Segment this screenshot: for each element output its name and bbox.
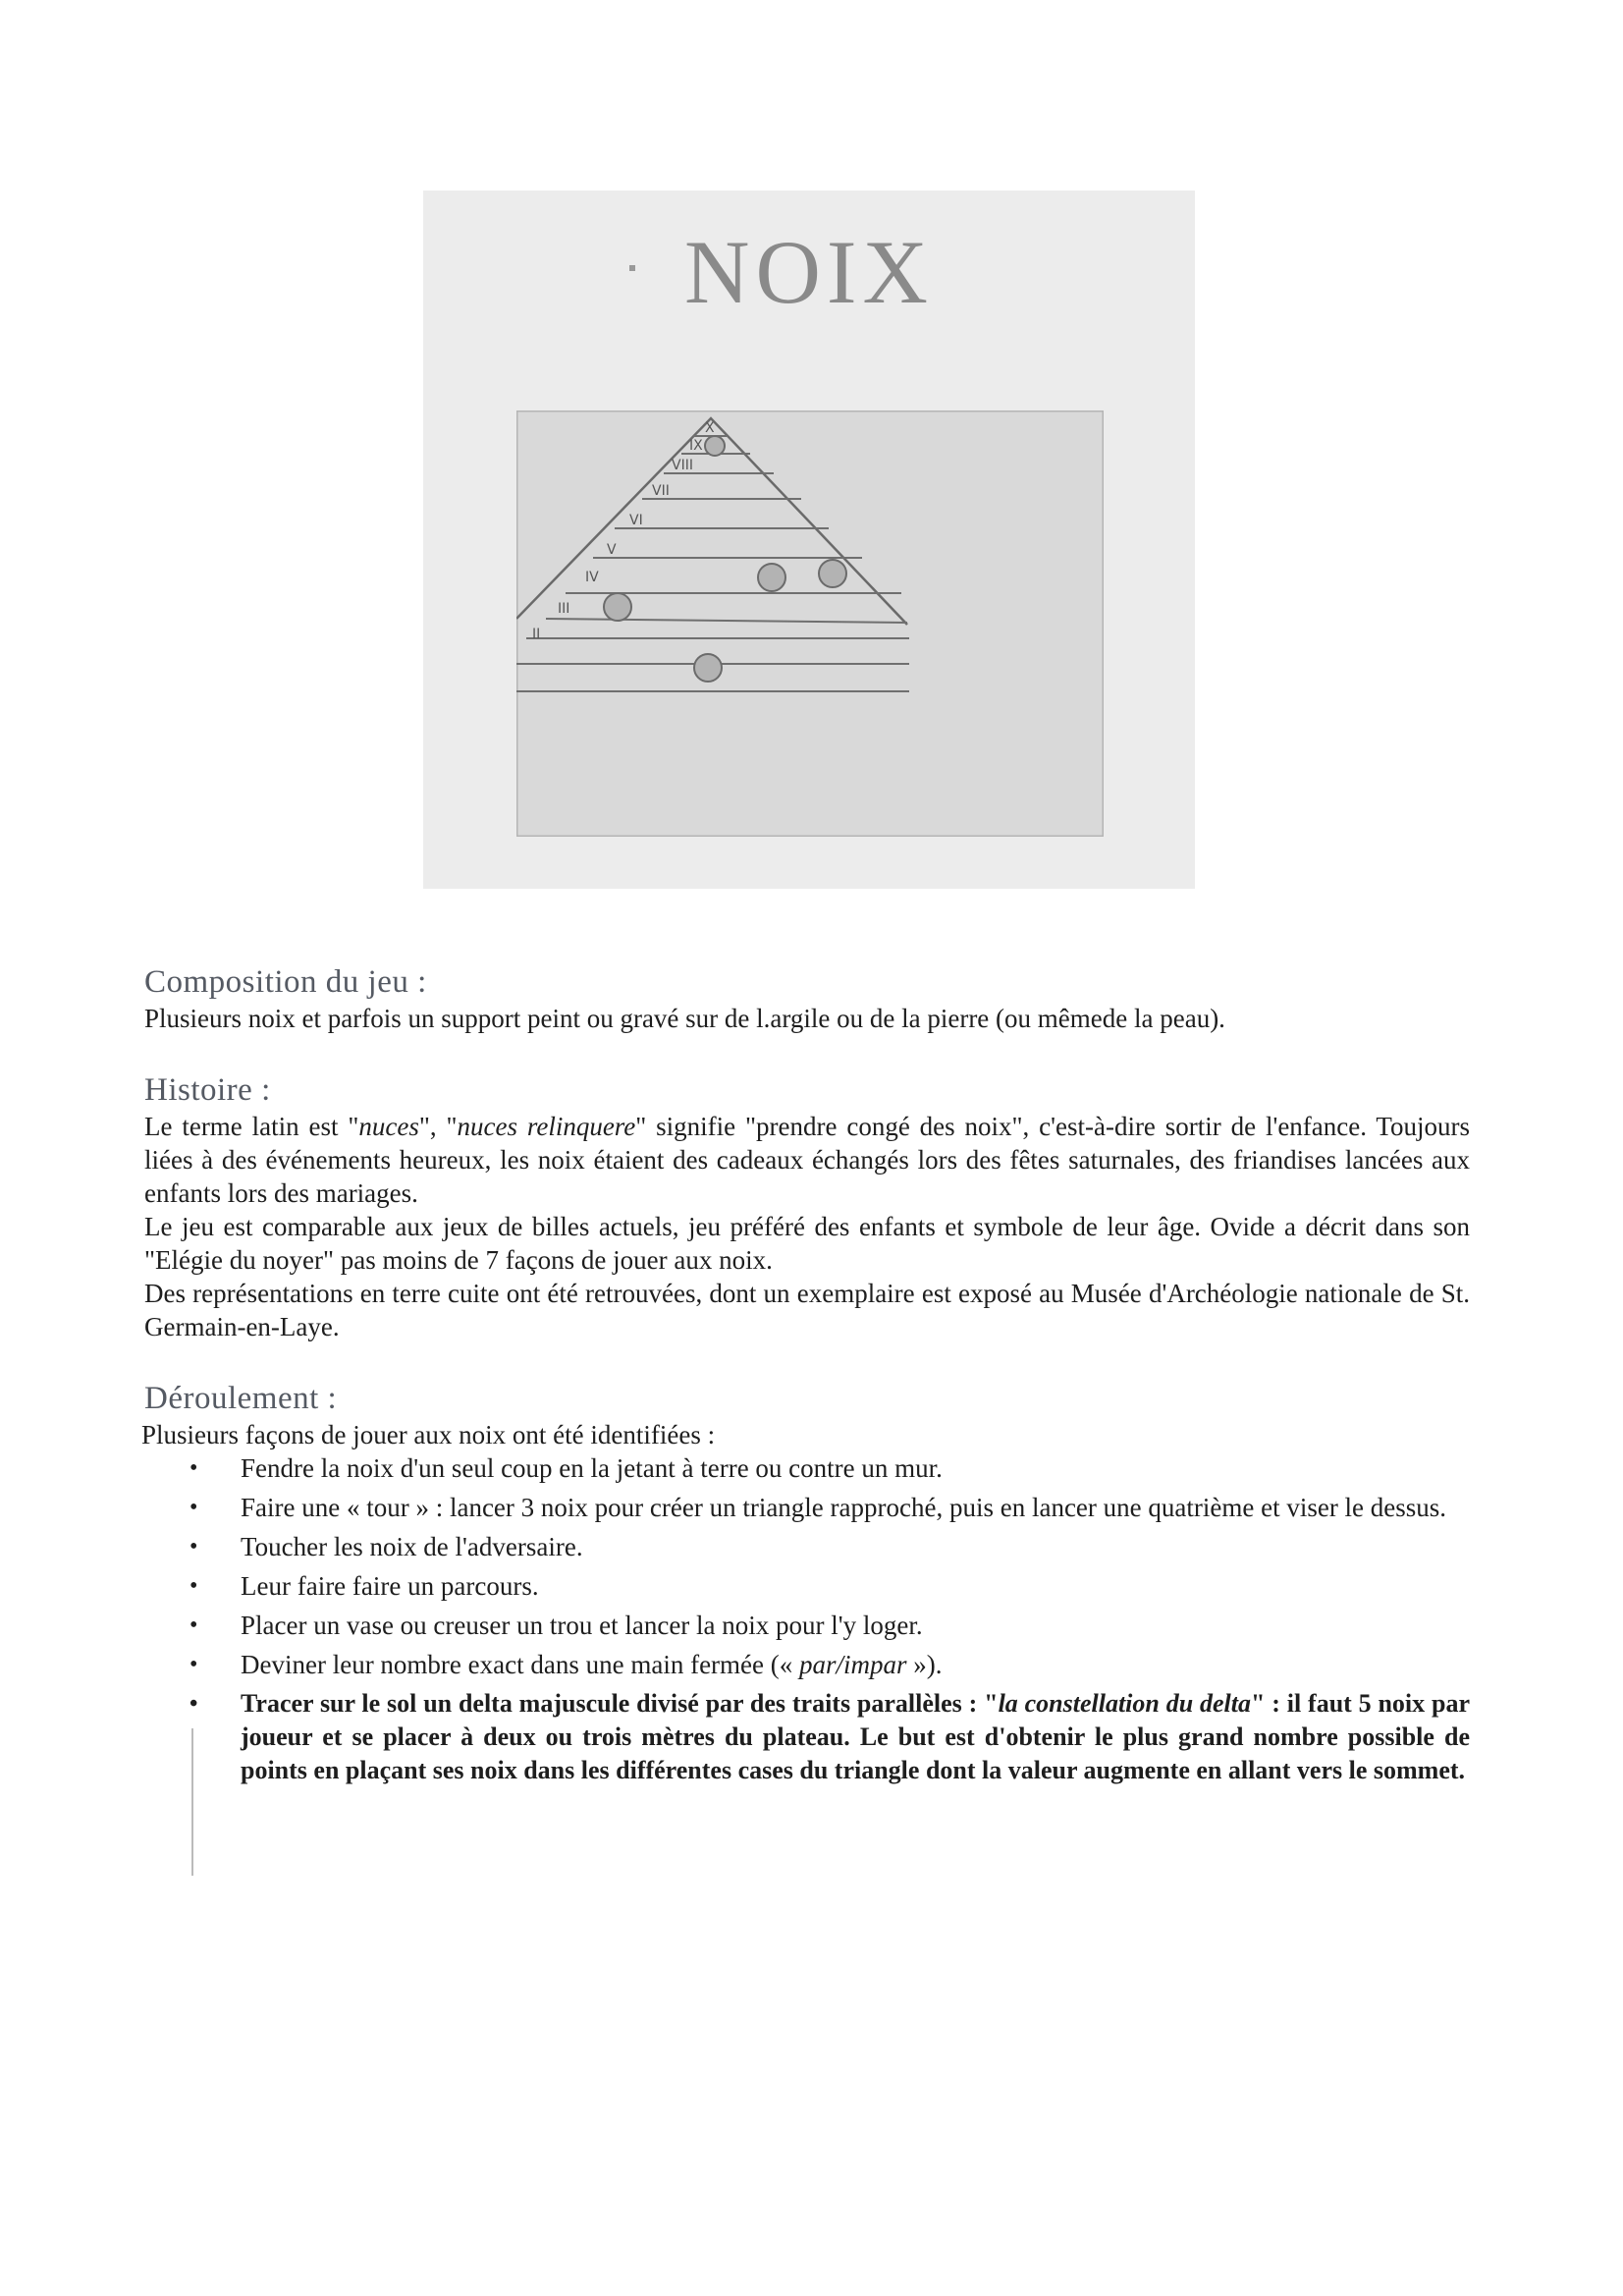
deroulement-intro: Plusieurs façons de jouer aux noix ont été identifiées : [141, 1420, 716, 1449]
delta-constellation-term: la constellation du delta [998, 1689, 1251, 1718]
numeral-iii: III [558, 601, 570, 617]
list-item-delta: • Tracer sur le sol un delta majuscule divisé par des traits parallèles : "la constellation du delta" : il faut 5 noix par joueur et se placer à deux ou trois mètres du plateau. Le but est d'obtenir le plus grand nombre possible de points en plaçant ses noix dans les différentes cases du triangle dont la valeur augmente en allant vers le sommet. [189, 1689, 1470, 1784]
margin-mark [191, 1728, 193, 1876]
histoire-paragraph-3: Des représentations en terre cuite ont été retrouvées, dont un exemplaire est exposé au Musée d'Archéologie nationale de St. Germain-en-Laye. [144, 1279, 1470, 1341]
list-item: • Placer un vase ou creuser un trou et lancer la noix pour l'y loger. [189, 1611, 923, 1640]
latin-term-nuces: nuces [358, 1112, 419, 1141]
game-variants-list [144, 1451, 1470, 1787]
game-photo [423, 191, 1195, 889]
photo-speck [629, 265, 635, 271]
numeral-vii: VII [652, 483, 670, 499]
numeral-v: V [607, 542, 617, 558]
list-item: • Deviner leur nombre exact dans une main fermée (« par/impar »). [189, 1650, 943, 1679]
numeral-viii: VIII [672, 458, 693, 473]
list-item: • Fendre la noix d'un seul coup en la jetant à terre ou contre un mur. [189, 1453, 943, 1483]
list-item: • Leur faire faire un parcours. [189, 1571, 539, 1601]
histoire-paragraph-2: Le jeu est comparable aux jeux de billes actuels, jeu préféré des enfants et symbole de leur âge. Ovide a décrit dans son "Elégie du noyer" pas moins de 7 façons de jouer aux noix. [144, 1212, 1470, 1275]
histoire-heading: Histoire : [144, 1072, 271, 1108]
pyramid-board [516, 410, 1104, 837]
composition-text: Plusieurs noix et parfois un support peint ou gravé sur de l.argile ou de la pierre (ou mêmede la peau). [144, 1004, 1225, 1033]
numeral-ii: II [532, 627, 541, 642]
numeral-vi: VI [629, 513, 643, 528]
numeral-x: X [705, 420, 715, 436]
document-body [141, 962, 1470, 1793]
composition-heading: Composition du jeu : [144, 964, 427, 1000]
histoire-paragraph-1: Le terme latin est "nuces", "nuces relinquere" signifie "prendre congé des noix", c'est-à-dire sortir de l'enfance. Toujours liées à des événements heureux, les noix étaient des cadeaux échangés lors des fêtes saturnales, des friandises lancées aux enfants lors des mariages. [144, 1112, 1470, 1208]
deroulement-heading: Déroulement : [144, 1381, 338, 1416]
list-item: • Faire une « tour » : lancer 3 noix pour créer un triangle rapproché, puis en lancer une quatrième et viser le dessus. [189, 1493, 1447, 1522]
photo-title: NOIX [684, 222, 934, 322]
par-impar-term: par/impar [799, 1650, 907, 1679]
list-item: • Toucher les noix de l'adversaire. [189, 1532, 583, 1561]
numeral-iv: IV [585, 570, 599, 585]
pyramid-drawing [516, 410, 1104, 837]
numeral-ix: IX [689, 438, 703, 454]
latin-term-nuces-relinquere: nuces relinquere [457, 1112, 636, 1141]
